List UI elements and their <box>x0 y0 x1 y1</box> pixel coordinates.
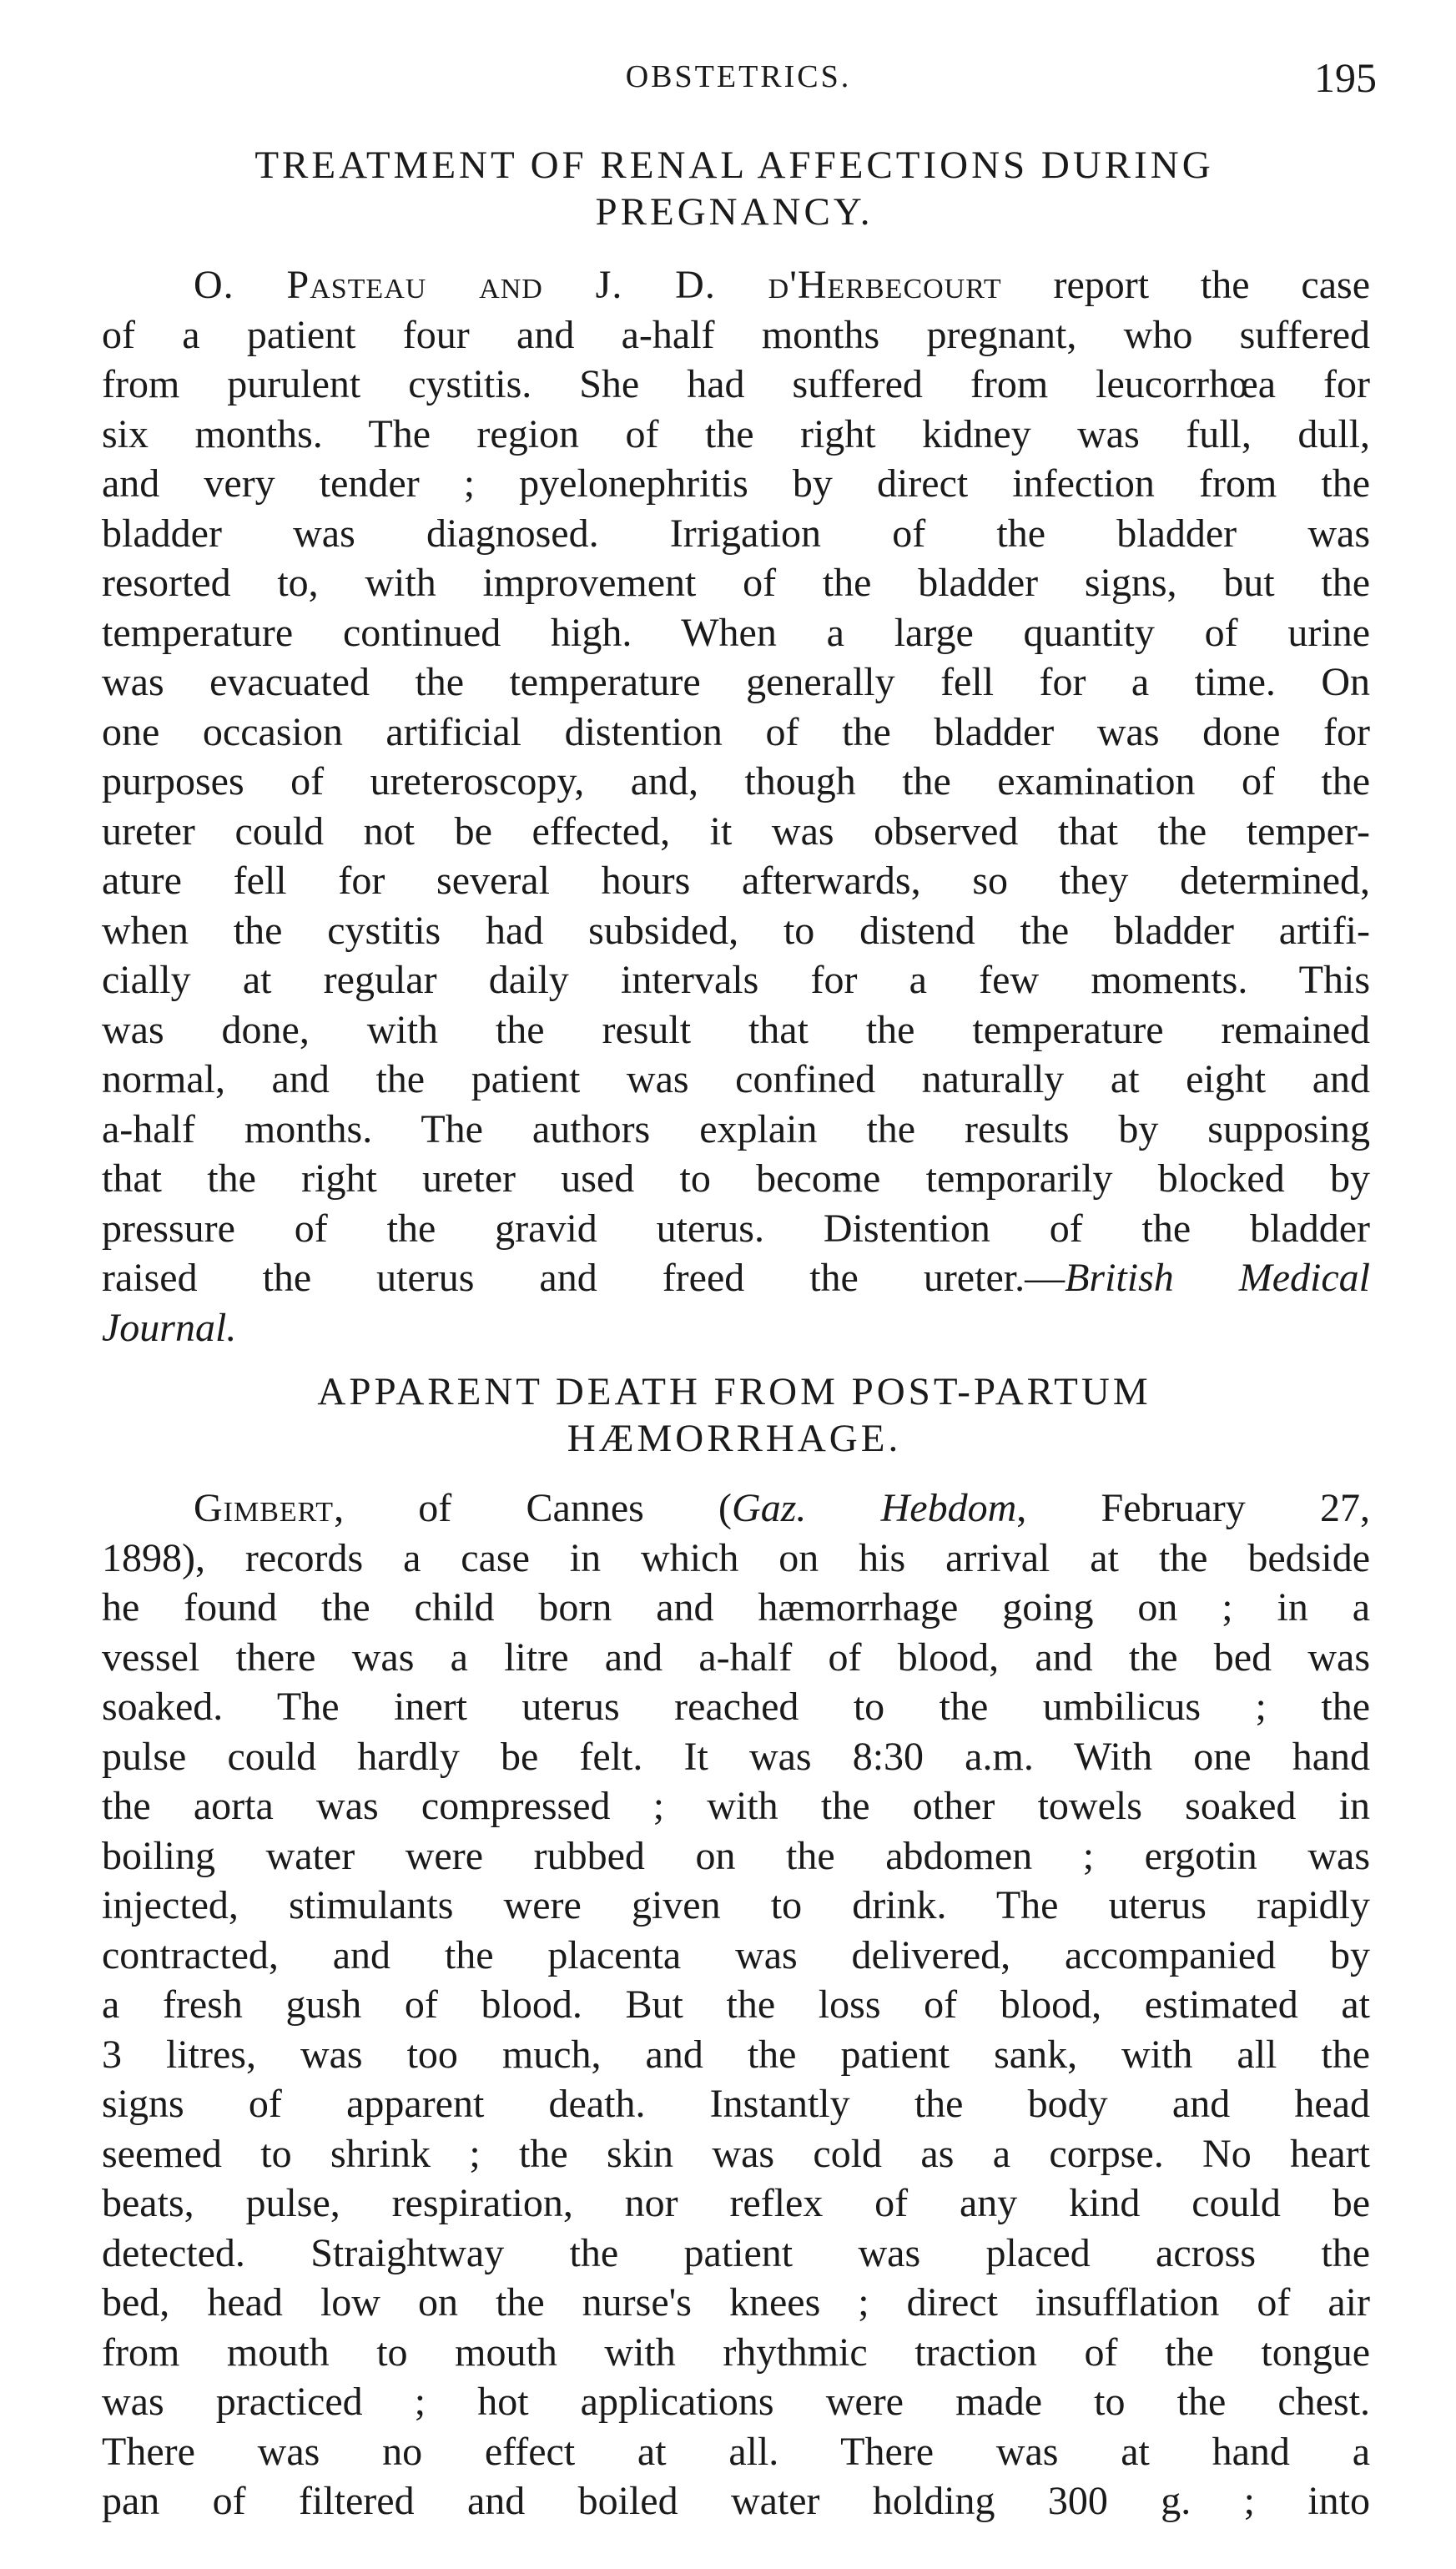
text-fragment: , of Cannes ( <box>334 1486 733 1530</box>
text-line: temperature continued high. When a large quantity of urine <box>102 610 1370 655</box>
text-line: when the cystitis had subsided, to distend the bladder artifi- <box>102 908 1370 953</box>
journal-citation: Gaz. Hebdom <box>732 1486 1017 1530</box>
text-line: the aorta was compressed ; with the other towels soaked in <box>102 1784 1370 1828</box>
text-line: that the right ureter used to become temporarily blocked by <box>102 1156 1370 1201</box>
author-names: O. Pasteau and J. D. d'Herbecourt <box>194 263 1002 307</box>
text-line: cially at regular daily intervals for a few moments. This <box>102 958 1370 1002</box>
text-line: and very tender ; pyelonephritis by direct infection from the <box>102 461 1370 506</box>
text-line: pulse could hardly be felt. It was 8:30 a.m. With one hand <box>102 1734 1370 1779</box>
text-line: a fresh gush of blood. But the loss of blood, estimated at <box>102 1982 1370 2027</box>
text-line: bladder was diagnosed. Irrigation of the bladder was <box>102 511 1370 556</box>
text-line: pressure of the gravid uterus. Distention of the bladder <box>102 1206 1370 1251</box>
text-fragment: raised the uterus and freed the ureter.— <box>102 1256 1066 1300</box>
text-line <box>102 260 1370 310</box>
text-line: injected, stimulants were given to drink. The uterus rapidly <box>102 1883 1370 1927</box>
text-line: one occasion artificial distention of the bladder was done for <box>102 709 1370 754</box>
article-body-post-partum <box>102 1483 1370 2526</box>
running-head <box>100 53 1377 103</box>
text-line: contracted, and the placenta was delivered, accompanied by <box>102 1932 1370 1977</box>
text-line: soaked. The inert uterus reached to the umbilicus ; the <box>102 1685 1370 1729</box>
source-citation: Journal. <box>102 1305 237 1350</box>
article-body-renal-affections <box>102 260 1370 1353</box>
running-title: OBSTETRICS. <box>625 59 852 94</box>
text-line: There was no effect at all. There was at hand a <box>102 2429 1370 2474</box>
text-line: was done, with the result that the temperature remained <box>102 1007 1370 1052</box>
text-line: he found the child born and hæmorrhage going on ; in a <box>102 1585 1370 1630</box>
text-line: beats, pulse, respiration, nor reflex of any kind could be <box>102 2181 1370 2225</box>
text-line: of a patient four and a-half months pregnant, who suffered <box>102 312 1370 357</box>
text-line: from purulent cystitis. She had suffered from leucorrhœa for <box>102 362 1370 406</box>
text-line: seemed to shrink ; the skin was cold as a corpse. No heart <box>102 2131 1370 2176</box>
text-line: 1898), records a case in which on his arrival at the bedside <box>102 1535 1370 1580</box>
text-line: resorted to, with improvement of the bladder signs, but the <box>102 561 1370 605</box>
page-number: 195 <box>1314 54 1377 101</box>
text-line <box>102 1483 1370 1534</box>
text-fragment: , February 27, <box>1016 1486 1370 1530</box>
source-citation: British Medical <box>1065 1256 1370 1300</box>
text-line <box>102 1253 1370 1303</box>
text-fragment: report the case <box>1053 263 1370 307</box>
text-line: 3 litres, was too much, and the patient sank, with all the <box>102 2032 1370 2077</box>
text-line: was practiced ; hot applications were made to the chest. <box>102 2380 1370 2424</box>
article-title-line: PREGNANCY. <box>595 190 874 234</box>
article-title-line: TREATMENT OF RENAL AFFECTIONS DURING <box>254 144 1214 187</box>
article-title-line: HÆMORRHAGE. <box>567 1417 902 1460</box>
text-line: ureter could not be effected, it was observed that the temper- <box>102 808 1370 854</box>
text-line: bed, head low on the nurse's knees ; direct insufflation of air <box>102 2280 1370 2325</box>
text-line: from mouth to mouth with rhythmic traction of the tongue <box>102 2330 1370 2375</box>
text-line <box>102 1303 1370 1353</box>
text-line: pan of filtered and boiled water holding 300 g. ; into <box>102 2479 1370 2523</box>
author-name: Gimbert <box>194 1486 335 1530</box>
text-line: detected. Straightway the patient was placed across the <box>102 2230 1370 2275</box>
text-line: vessel there was a litre and a-half of blood, and the bed was <box>102 1635 1370 1680</box>
article-title-renal-affections <box>92 142 1377 235</box>
article-title-line: APPARENT DEATH FROM POST-PARTUM <box>317 1370 1151 1413</box>
text-line: purposes of ureteroscopy, and, though the examination of the <box>102 759 1370 803</box>
text-line: ature fell for several hours afterwards, so they determined, <box>102 859 1370 903</box>
text-line: a-half months. The authors explain the results by supposing <box>102 1106 1370 1151</box>
text-line: was evacuated the temperature generally fell for a time. On <box>102 660 1370 704</box>
text-line: signs of apparent death. Instantly the body and head <box>102 2082 1370 2126</box>
text-line: boiling water were rubbed on the abdomen ; ergotin was <box>102 1833 1370 1878</box>
article-title-post-partum <box>134 1368 1335 1462</box>
text-line: normal, and the patient was confined naturally at eight and <box>102 1057 1370 1101</box>
text-line: six months. The region of the right kidney was full, dull, <box>102 411 1370 456</box>
